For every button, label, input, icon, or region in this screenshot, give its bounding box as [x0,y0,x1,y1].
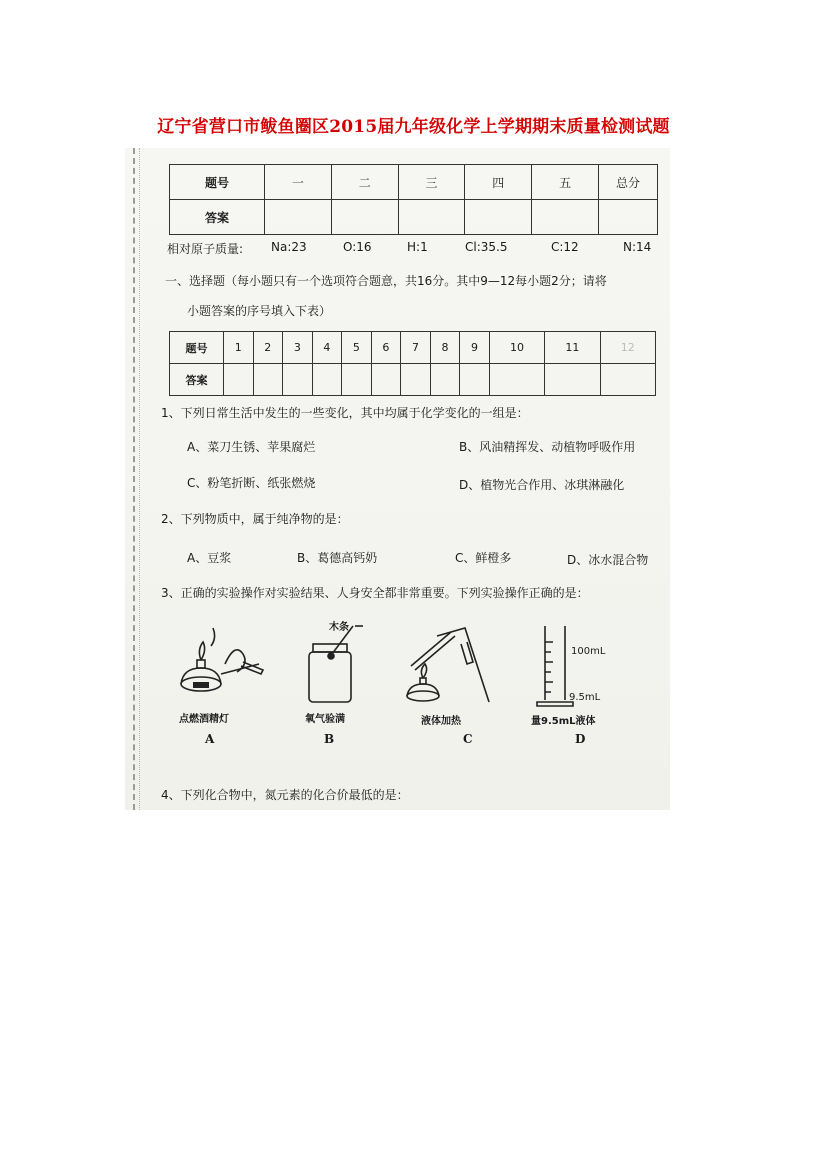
section1-instructions: 一、选择题（每小题只有一个选项符合题意，共16分。其中9—12每小题2分；请将 [165,274,607,288]
question-number: 11 [545,332,600,364]
figure-b-callout: 木条 [329,622,349,633]
score-cell[interactable] [532,200,599,235]
question-number: 2 [253,332,283,364]
answer-cell[interactable] [253,364,283,396]
score-cell[interactable] [599,200,658,235]
table-row [170,364,656,396]
answer-cell[interactable] [342,364,372,396]
score-header-3: 三 [398,165,465,200]
score-cell[interactable] [398,200,465,235]
score-cell[interactable] [465,200,532,235]
question-number: 6 [371,332,401,364]
score-header-5: 五 [532,165,599,200]
q1-option-b: B、风油精挥发、动植物呼吸作用 [459,440,636,454]
score-cell[interactable] [331,200,398,235]
atomic-mass-h: H:1 [407,240,428,254]
figure-a-letter: A [205,732,215,746]
figure-b-gas-bottle-icon [301,622,381,706]
figure-d-letter: D [575,732,586,746]
table-row [170,200,658,235]
q2-option-c: C、鲜橙多 [455,551,512,565]
q2-option-b: B、葛德高钙奶 [297,551,378,565]
atomic-mass-n: N:14 [623,240,652,254]
answer-cell[interactable] [460,364,490,396]
figure-c-letter: C [463,732,473,746]
answer-cell[interactable] [283,364,313,396]
score-header-1: 一 [265,165,332,200]
q4-stem: 4、下列化合物中，氮元素的化合价最低的是： [161,788,409,802]
answer-table [169,331,656,396]
q3-stem: 3、正确的实验操作对实验结果、人身安全都非常重要。下列实验操作正确的是： [161,586,589,600]
atomic-mass-na: Na:23 [271,240,307,254]
atomic-mass-o: O:16 [343,240,372,254]
question-number: 1 [224,332,254,364]
figure-a-caption: 点燃酒精灯 [179,714,229,725]
figure-c-caption: 液体加热 [421,716,461,727]
answer-cell[interactable] [371,364,401,396]
figure-a-alcohol-lamp-icon [173,624,273,706]
score-header-4: 四 [465,165,532,200]
figure-d-mark-95: 9.5mL [569,692,601,703]
question-number: 8 [430,332,460,364]
answer-cell[interactable] [600,364,655,396]
question-number: 9 [460,332,490,364]
question-number: 4 [312,332,342,364]
q1-option-c: C、粉笔折断、纸张燃烧 [187,476,316,490]
figure-d-mark-100: 100mL [571,646,606,657]
score-header-total: 总分 [599,165,658,200]
scanned-exam-sheet [125,148,670,810]
score-header-2: 二 [331,165,398,200]
table-row [170,332,656,364]
answer-cell[interactable] [312,364,342,396]
q2-stem: 2、下列物质中，属于纯净物的是： [161,512,349,526]
question-number: 7 [401,332,431,364]
question-number: 10 [489,332,544,364]
score-header-label: 题号 [170,165,265,200]
score-table [169,164,658,235]
answer-cell[interactable] [430,364,460,396]
q1-option-d: D、植物光合作用、冰琪淋融化 [459,478,625,492]
figure-b-caption: 氧气验满 [305,714,345,725]
question-number: 3 [283,332,313,364]
answer-header-label: 题号 [170,332,224,364]
figure-b-letter: B [324,732,335,746]
question-number: 5 [342,332,372,364]
atomic-mass-c: C:12 [551,240,579,254]
answer-cell[interactable] [401,364,431,396]
page-title: 辽宁省营口市鲅鱼圈区2015届九年级化学上学期期末质量检测试题 [157,117,670,137]
figure-d-caption: 量9.5mL液体 [531,716,596,727]
q2-option-a: A、豆浆 [187,551,232,565]
section1-instructions-cont: 小题答案的序号填入下表） [187,304,332,318]
figure-c-test-tube-heating-icon [401,622,501,708]
answer-row-label: 答案 [170,364,224,396]
atomic-mass-label: 相对原子质量: [167,242,244,256]
answer-cell[interactable] [545,364,600,396]
q1-option-a: A、菜刀生锈、苹果腐烂 [187,440,316,454]
binding-line-inner [139,148,140,810]
atomic-mass-cl: Cl:35.5 [465,240,508,254]
q1-stem: 1、下列日常生活中发生的一些变化，其中均属于化学变化的一组是： [161,406,529,420]
score-answer-label: 答案 [170,200,265,235]
table-row [170,165,658,200]
binding-line [133,148,135,810]
q2-option-d: D、冰水混合物 [567,553,649,567]
question-number: 12 [600,332,655,364]
score-cell[interactable] [265,200,332,235]
answer-cell[interactable] [489,364,544,396]
answer-cell[interactable] [224,364,254,396]
